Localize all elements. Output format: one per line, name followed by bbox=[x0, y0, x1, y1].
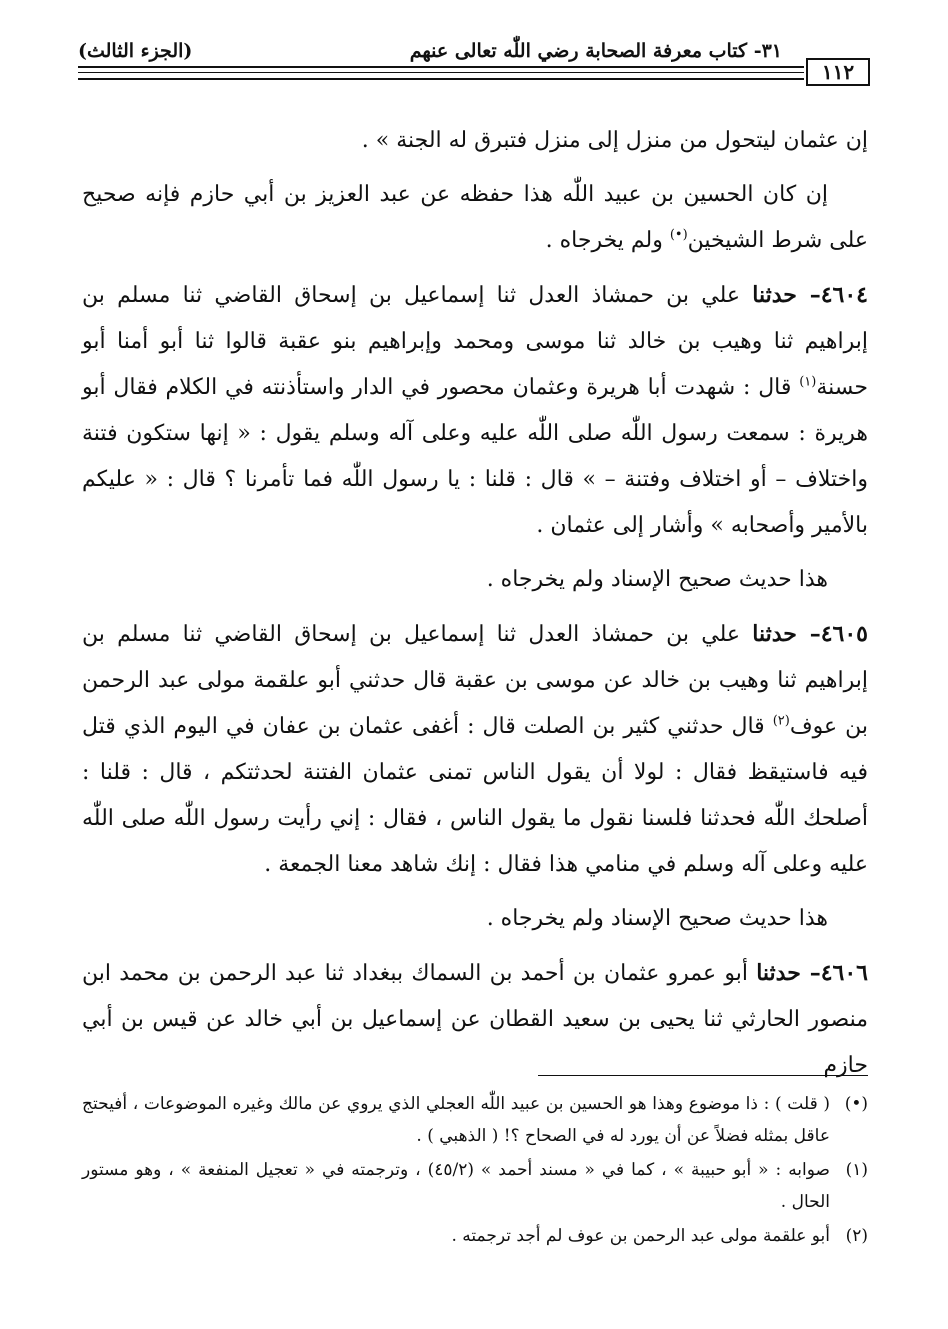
footnote bbox=[82, 1088, 868, 1152]
header-rule bbox=[78, 78, 804, 80]
hadith-lead: – حدثنا bbox=[756, 960, 821, 986]
footnote-text: صوابه : « أبو حبيبة » ، كما في « مسند أحمد » (٤٥/٢) ، وترجمته في « تعجيل المنفعة » ، وهو مستور الحال . bbox=[82, 1160, 830, 1212]
footnote-ref: (•) bbox=[669, 227, 688, 243]
footnote-mark: (١) bbox=[845, 1160, 868, 1180]
main-text bbox=[82, 118, 868, 1097]
paragraph: إن كان الحسين بن عبيد اللّٰه هذا حفظه عن عبد العزيز بن أبي حازم فإنه صحيح على شرط الشيخين(•) ولم يخرجاه . bbox=[82, 182, 868, 253]
header-rule bbox=[78, 72, 804, 73]
chapter-title: ٣١- كتاب معرفة الصحابة رضي اللّٰه تعالى عنهم bbox=[409, 40, 782, 62]
page-number: ١١٢ bbox=[806, 58, 870, 86]
footnote-mark: (•) bbox=[844, 1094, 868, 1114]
footnote-ref: (١) bbox=[799, 374, 817, 390]
hadith-number: ٤٦٠٦ bbox=[820, 960, 868, 986]
header-rule bbox=[78, 66, 804, 68]
footnote-text: ( قلت ) : ذا موضوع وهذا هو الحسين بن عبيد اللّٰه العجلي الذي يروي عن مالك وغيره الموضوعات ، أفيحتج عاقل بمثله فضلاً عن أن يورد له في الصحاح ؟! ( الذهبي ) . bbox=[82, 1094, 830, 1146]
paragraph: هذا حديث صحيح الإسناد ولم يخرجاه . bbox=[486, 567, 828, 592]
hadith-entry: ٤٦٠٦– حدثنا أبو عمرو عثمان بن أحمد بن السماك ببغداد ثنا عبد الرحمن بن محمد ابن منصور الحارثي ثنا يحيى بن سعيد القطان عن إسماعيل بن أبي خالد عن قيس بن أبي حازم bbox=[82, 960, 868, 1078]
hadith-lead: – حدثنا bbox=[752, 282, 821, 308]
hadith-number: ٤٦٠٥ bbox=[820, 621, 868, 647]
volume-label: (الجزء الثالث) bbox=[78, 40, 193, 62]
paragraph: إن عثمان ليتحول من منزل إلى منزل فتبرق له الجنة » . bbox=[361, 128, 868, 153]
footnote bbox=[82, 1220, 868, 1252]
hadith-entry: ٤٦٠٥– حدثنا علي بن حمشاذ العدل ثنا إسماعيل بن إسحاق القاضي ثنا مسلم بن إبراهيم ثنا وهيب بن خالد عن موسى بن عقبة قال حدثني أبو علقمة مولى عبد الرحمن بن عوف$^{(٢)}$ قال حدثني كثير بن الصلت قال : أغفى عثمان بن عفان في اليوم الذي قتل فيه فاستيقظ فقال : لولا أن يقول الناس تمنى عثمان الفتنة لحدثتكم ، قال : قلنا : أصلحك اللّٰه فحدثنا فلسنا نقول ما يقول الناس ، فقال : إني رأيت رسول اللّٰه صلى اللّٰه عليه وعلى آله وسلم في منامي هذا فقال : إنك شاهد معنا الجمعة . bbox=[82, 621, 868, 877]
footnote-ref: (٢) bbox=[772, 713, 790, 729]
footnotes bbox=[82, 1088, 868, 1254]
paragraph: هذا حديث صحيح الإسناد ولم يخرجاه . bbox=[486, 906, 828, 931]
footnote-text: أبو علقمة مولى عبد الرحمن بن عوف لم أجد ترجمته . bbox=[451, 1226, 830, 1246]
hadith-lead: – حدثنا bbox=[752, 621, 821, 647]
hadith-number: ٤٦٠٤ bbox=[820, 282, 868, 308]
footnote-separator bbox=[538, 1075, 868, 1076]
footnote-mark: (٢) bbox=[845, 1226, 868, 1246]
footnote bbox=[82, 1154, 868, 1218]
page-header bbox=[78, 36, 870, 90]
hadith-entry: ٤٦٠٤– حدثنا علي بن حمشاذ العدل ثنا إسماعيل بن إسحاق القاضي ثنا مسلم بن إبراهيم ثنا وهيب بن خالد ثنا موسى ومحمد وإبراهيم بنو عقبة قالوا ثنا أبو أمنا أبو حسنة$^{(١)}$ قال : شهدت أبا هريرة وعثمان محصور في الدار واستأذنته في الكلام فقال أبو هريرة : سمعت رسول اللّٰه صلى اللّٰه عليه وعلى آله وسلم يقول : « إنها ستكون فتنة واختلاف – أو اختلاف وفتنة – » قال : قلنا : يا رسول اللّٰه فما تأمرنا ؟ قال : « عليكم بالأمير وأصحابه » وأشار إلى عثمان . bbox=[82, 282, 868, 538]
